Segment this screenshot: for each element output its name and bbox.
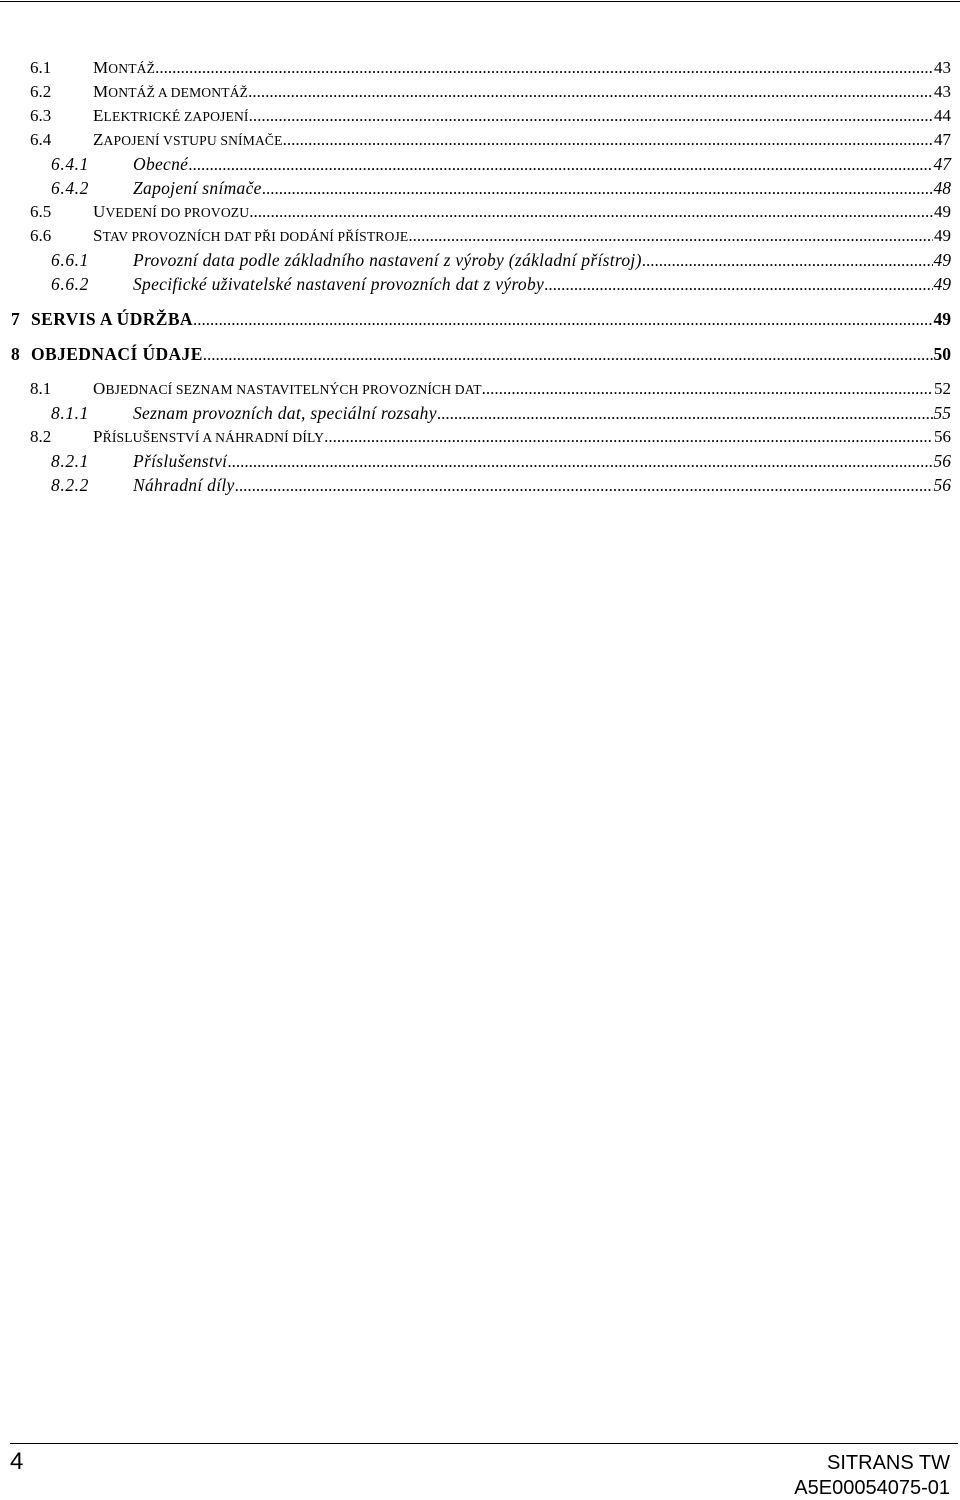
footer-product-name: SITRANS TW <box>827 1452 950 1474</box>
toc-entry-6-3[interactable] <box>0 104 951 128</box>
toc-entry-page: 56 <box>934 427 951 446</box>
toc-entry-page: 49 <box>934 202 951 221</box>
toc-entry-6-4-2[interactable] <box>0 176 951 200</box>
toc-entry-8-1-1[interactable] <box>0 401 951 425</box>
toc-entry-number: 8.2.2 <box>51 475 89 495</box>
toc-entry-page: 47 <box>934 130 951 149</box>
toc-entry-number: 6.6.2 <box>51 274 89 294</box>
toc-entry-page: 43 <box>934 58 951 77</box>
toc-entry-page: 47 <box>933 154 951 174</box>
toc-entry-6-2[interactable] <box>0 80 951 104</box>
leader-dots <box>155 56 933 80</box>
toc-entry-8-1[interactable] <box>0 377 951 401</box>
toc-entry-number: 6.2 <box>30 82 52 101</box>
toc-entry-page: 49 <box>933 250 951 270</box>
leader-dots <box>437 402 933 426</box>
toc-entry-6-4[interactable] <box>0 128 951 152</box>
toc-entry-page: 55 <box>933 403 951 423</box>
toc-entry-title: PŘÍSLUŠENSTVÍ A NÁHRADNÍ DÍLY <box>93 427 325 446</box>
toc-entry-6-6-1[interactable] <box>0 248 951 272</box>
toc-entry-7[interactable] <box>0 307 951 331</box>
footer-document-id: A5E00054075-01 <box>794 1477 950 1499</box>
page-top-rule <box>0 1 960 2</box>
leader-dots <box>248 80 933 104</box>
toc-entry-title: OBJEDNACÍ ÚDAJE <box>31 344 203 364</box>
toc-entry-title: Provozní data podle základního nastavení z výroby (základní přístroj) <box>133 250 642 270</box>
toc-entry-6-1[interactable] <box>0 56 951 80</box>
toc-entry-title: UVEDENÍ DO PROVOZU <box>93 202 250 221</box>
leader-dots <box>203 343 933 367</box>
toc-entry-page: 50 <box>933 344 951 364</box>
leader-dots <box>408 224 933 248</box>
toc-entry-number: 8.1 <box>30 379 52 398</box>
toc-entry-title: Specifické uživatelské nastavení provozních dat z výroby <box>133 274 545 294</box>
table-of-contents <box>0 56 951 497</box>
toc-entry-title: STAV PROVOZNÍCH DAT PŘI DODÁNÍ PŘÍSTROJE <box>93 226 409 245</box>
toc-entry-page: 43 <box>934 82 951 101</box>
toc-entry-number: 6.6.1 <box>51 250 89 270</box>
toc-entry-number: 8 <box>11 344 20 364</box>
leader-dots <box>262 177 933 201</box>
toc-entry-8[interactable] <box>0 342 951 366</box>
toc-entry-number: 6.4.2 <box>51 178 89 198</box>
leader-dots <box>283 128 933 152</box>
leader-dots <box>544 273 932 297</box>
toc-entry-title: MONTÁŽ <box>93 58 156 77</box>
toc-entry-title: Seznam provozních dat, speciální rozsahy <box>133 403 437 423</box>
toc-entry-page: 56 <box>933 475 951 495</box>
toc-entry-number: 8.2 <box>30 427 52 446</box>
leader-dots <box>642 249 933 273</box>
leader-dots <box>249 200 933 224</box>
toc-entry-number: 6.4.1 <box>51 154 89 174</box>
leader-dots <box>235 474 933 498</box>
toc-entry-title: Náhradní díly <box>133 475 235 495</box>
toc-entry-page: 48 <box>933 178 951 198</box>
toc-entry-page: 49 <box>933 309 951 329</box>
toc-entry-page: 52 <box>934 379 951 398</box>
leader-dots <box>188 153 932 177</box>
toc-entry-number: 6.4 <box>30 130 52 149</box>
toc-entry-number: 6.3 <box>30 106 52 125</box>
toc-entry-number: 8.1.1 <box>51 403 89 423</box>
toc-entry-title: Obecné <box>133 154 189 174</box>
toc-entry-6-6-2[interactable] <box>0 272 951 296</box>
toc-entry-8-2-1[interactable] <box>0 449 951 473</box>
toc-entry-number: 8.2.1 <box>51 451 89 471</box>
toc-entry-page: 56 <box>933 451 951 471</box>
toc-entry-title: OBJEDNACÍ SEZNAM NASTAVITELNÝCH PROVOZNÍCH DAT <box>93 379 482 398</box>
leader-dots <box>482 377 933 401</box>
toc-entry-6-6[interactable] <box>0 224 951 248</box>
leader-dots <box>324 425 933 449</box>
toc-entry-number: 6.1 <box>30 58 52 77</box>
toc-entry-title: SERVIS A ÚDRŽBA <box>31 309 193 329</box>
toc-entry-page: 49 <box>933 274 951 294</box>
toc-entry-page: 49 <box>934 226 951 245</box>
leader-dots <box>227 450 932 474</box>
toc-entry-number: 6.5 <box>30 202 52 221</box>
toc-entry-title: Zapojení snímače <box>133 178 262 198</box>
toc-entry-page: 44 <box>934 106 951 125</box>
toc-entry-8-2-2[interactable] <box>0 473 951 497</box>
toc-entry-title: MONTÁŽ A DEMONTÁŽ <box>93 82 249 101</box>
toc-entry-6-5[interactable] <box>0 200 951 224</box>
toc-entry-title: ZAPOJENÍ VSTUPU SNÍMAČE <box>93 130 283 149</box>
toc-entry-8-2[interactable] <box>0 425 951 449</box>
toc-entry-title: Příslušenství <box>133 451 228 471</box>
toc-entry-title: ELEKTRICKÉ ZAPOJENÍ <box>93 106 249 125</box>
leader-dots <box>249 104 933 128</box>
leader-dots <box>193 308 933 332</box>
footer-rule <box>10 1443 958 1444</box>
toc-entry-number: 6.6 <box>30 226 52 245</box>
toc-entry-number: 7 <box>11 309 20 329</box>
footer-page-number: 4 <box>10 1448 24 1475</box>
toc-entry-6-4-1[interactable] <box>0 152 951 176</box>
